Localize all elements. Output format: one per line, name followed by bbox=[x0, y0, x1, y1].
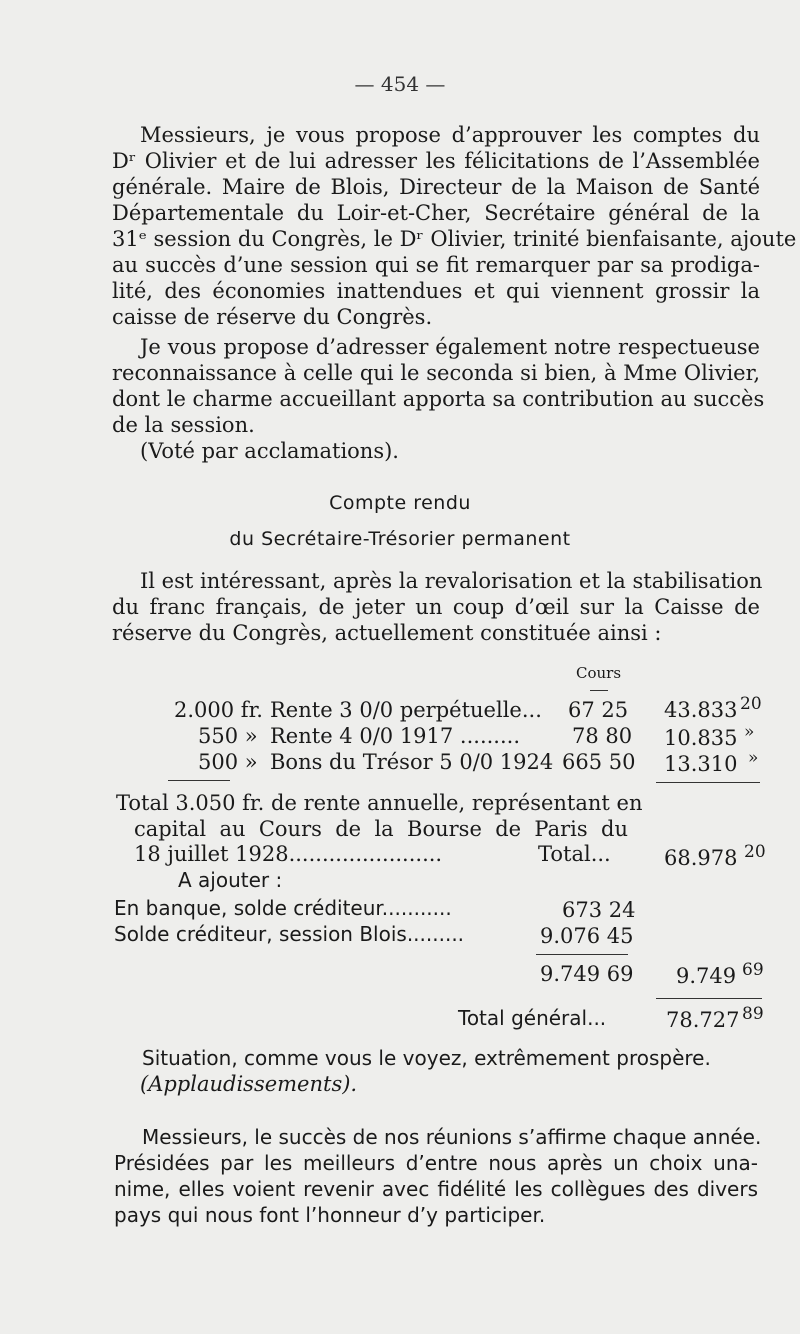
text-line: lité, des économies inattendues et qui viennent grossir la bbox=[112, 279, 760, 303]
table-cell-value: 13.310 bbox=[664, 752, 738, 776]
subtotal-cents-right: 69 bbox=[742, 960, 764, 980]
text-line: réserve du Congrès, actuellement constituée ainsi : bbox=[112, 621, 662, 645]
text-line: du franc français, de jeter un coup d’œil sur la Caisse de bbox=[112, 595, 760, 619]
subtotal-value: 9.749 69 bbox=[540, 962, 634, 986]
table-cell-amount: 2.000 fr. bbox=[174, 698, 263, 722]
text-line: nime, elles voient revenir avec fidélité les collègues des divers bbox=[114, 1177, 758, 1201]
table-cell-cents: » bbox=[744, 722, 755, 742]
divider bbox=[590, 690, 608, 691]
text-line: caisse de réserve du Congrès. bbox=[112, 305, 433, 329]
text-line: Je vous propose d’adresser également notre respectueuse bbox=[140, 335, 760, 359]
blois-label: Solde créditeur, session Blois......... bbox=[114, 922, 465, 946]
total-paragraph bbox=[116, 790, 643, 842]
table-cell-cents: 20 bbox=[740, 694, 762, 714]
table-cell-cours: 78 80 bbox=[572, 724, 633, 748]
table-cell-cours: 67 25 bbox=[568, 698, 629, 722]
vote-note: (Voté par acclamations). bbox=[140, 439, 399, 463]
third-paragraph bbox=[112, 568, 763, 646]
table-cell-cents: » bbox=[748, 748, 759, 768]
page-number: — 454 — bbox=[354, 72, 446, 96]
general-value: 78.727 bbox=[666, 1008, 740, 1032]
cours-header: Cours bbox=[576, 664, 622, 682]
general-cents: 89 bbox=[742, 1004, 764, 1024]
text-line: capital au Cours de la Bourse de Paris du bbox=[134, 817, 628, 841]
text-line: Messieurs, je vous propose d’approuver les comptes du bbox=[140, 123, 760, 147]
table-cell-value: 43.833 bbox=[664, 698, 738, 722]
divider bbox=[656, 782, 760, 783]
total-cents: 20 bbox=[744, 842, 766, 862]
add-label: A ajouter : bbox=[178, 868, 283, 892]
situation-line: Situation, comme vous le voyez, extrêmement prospère. bbox=[142, 1046, 711, 1070]
text-line: Total 3.050 fr. de rente annuelle, représentant en bbox=[116, 791, 643, 815]
text-line: Présidées par les meilleurs d’entre nous après un choix una- bbox=[114, 1151, 758, 1175]
table-cell-label: Bons du Trésor 5 0/0 1924 bbox=[270, 750, 554, 774]
divider bbox=[536, 954, 628, 955]
divider bbox=[656, 998, 762, 999]
blois-value: 9.076 45 bbox=[540, 924, 634, 948]
table-cell-label: Rente 4 0/0 1917 ......... bbox=[270, 724, 521, 748]
text-line: dont le charme accueillant apporta sa contribution au succès bbox=[112, 387, 765, 411]
table-cell-amount: 500 » bbox=[198, 750, 258, 774]
table-cell-amount: 550 » bbox=[198, 724, 258, 748]
bank-value: 673 24 bbox=[562, 898, 636, 922]
bank-label: En banque, solde créditeur........... bbox=[114, 896, 452, 920]
text-line: 31ᵉ session du Congrès, le Dʳ Olivier, trinité bienfaisante, ajoute bbox=[112, 227, 797, 251]
section-heading-line1: Compte rendu bbox=[329, 492, 471, 514]
total-label: Total... bbox=[538, 842, 611, 866]
text-line: générale. Maire de Blois, Directeur de la Maison de Santé bbox=[112, 175, 760, 199]
general-label: Total général... bbox=[458, 1006, 607, 1030]
total-value: 68.978 bbox=[664, 846, 738, 870]
subtotal-value-right: 9.749 bbox=[676, 964, 737, 988]
text-line: pays qui nous font l’honneur d’y participer. bbox=[114, 1203, 546, 1227]
text-line: Départementale du Loir-et-Cher, Secrétaire général de la bbox=[112, 201, 760, 225]
closing-paragraph bbox=[114, 1124, 762, 1228]
divider bbox=[168, 780, 230, 781]
text-line: Dʳ Olivier et de lui adresser les félicitations de l’Assemblée bbox=[112, 149, 760, 173]
section-heading-line2: du Secrétaire-Trésorier permanent bbox=[229, 528, 571, 550]
text-line: Il est intéressant, après la revalorisation et la stabilisation bbox=[140, 569, 763, 593]
second-paragraph bbox=[112, 334, 765, 464]
applause-note: (Applaudissements). bbox=[140, 1072, 358, 1096]
table-cell-label: Rente 3 0/0 perpétuelle... bbox=[270, 698, 542, 722]
intro-paragraph bbox=[112, 122, 797, 330]
table-cell-value: 10.835 bbox=[664, 726, 738, 750]
text-line: Messieurs, le succès de nos réunions s’affirme chaque année. bbox=[142, 1125, 762, 1149]
date-line: 18 juillet 1928....................... bbox=[134, 842, 443, 866]
text-line: au succès d’une session qui se fit remarquer par sa prodiga- bbox=[112, 253, 760, 277]
text-line: reconnaissance à celle qui le seconda si bien, à Mme Olivier, bbox=[112, 361, 760, 385]
text-line: de la session. bbox=[112, 413, 255, 437]
table-cell-cours: 665 50 bbox=[562, 750, 636, 774]
